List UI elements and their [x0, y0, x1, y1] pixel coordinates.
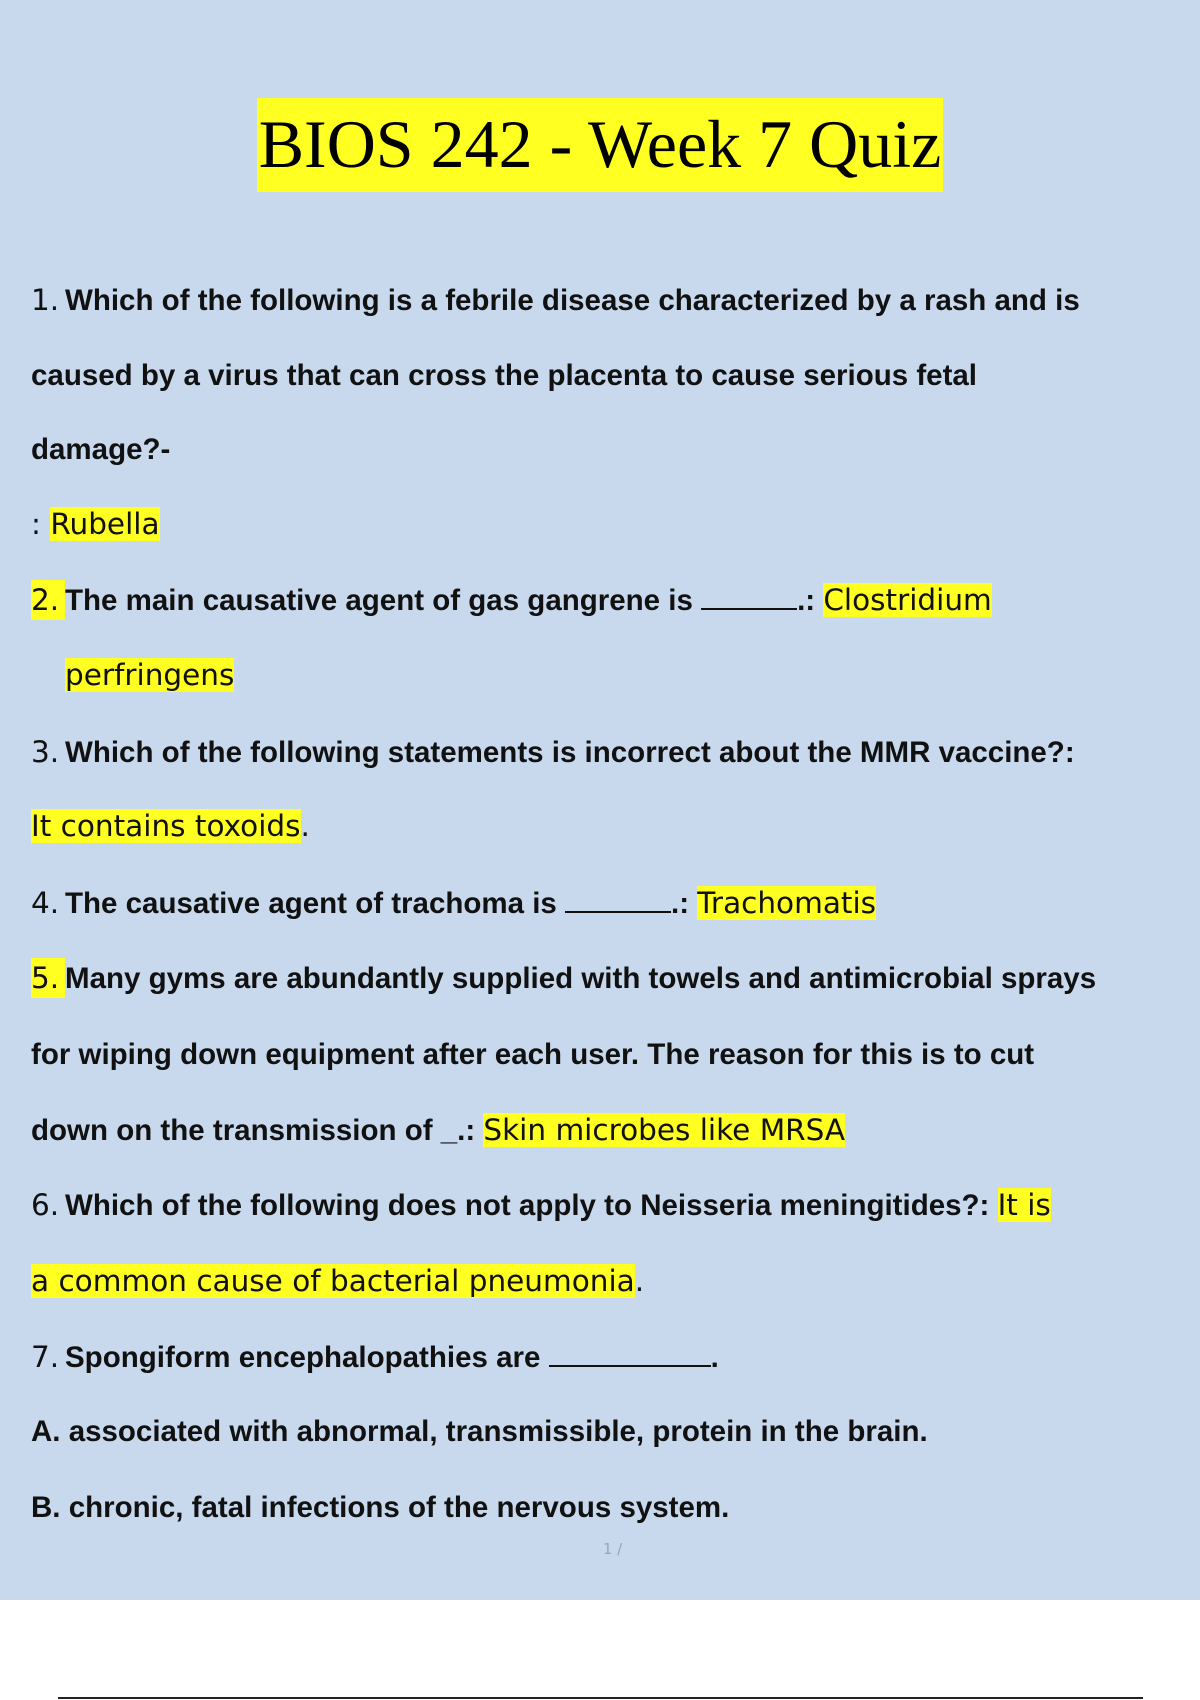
- question-7-option-a: [31, 1412, 1192, 1452]
- question-2-after-blank: .:: [797, 584, 824, 617]
- bottom-divider: [58, 1697, 1143, 1699]
- question-6-answer-part-1: It is: [997, 1188, 1051, 1222]
- question-1-answer: Rubella: [50, 507, 160, 541]
- question-1-line-3: [31, 430, 1192, 470]
- question-7-blank: [549, 1339, 711, 1367]
- question-1-line-2: [31, 356, 1192, 396]
- question-5-text-line-3: down on the transmission of _.:: [31, 1114, 484, 1147]
- question-3-answer: It contains toxoids: [31, 809, 301, 843]
- question-7-text: Spongiform encephalopathies are: [65, 1341, 549, 1374]
- question-2-blank: [701, 582, 797, 610]
- question-6-answer-period: .: [634, 1264, 645, 1298]
- question-2-answer-part-2: perfringens: [65, 658, 235, 692]
- question-7-option-b: [31, 1488, 1192, 1528]
- question-5-text-line-2: for wiping down equipment after each user. The reason for this is to cut: [31, 1038, 1035, 1071]
- question-5-line-3: [31, 1110, 1192, 1151]
- question-4-number: 4.: [31, 886, 60, 920]
- question-7-option-a-text: A. associated with abnormal, transmissible, protein in the brain.: [31, 1415, 928, 1448]
- question-7-number: 7.: [31, 1340, 60, 1374]
- question-3-answer-line: [31, 806, 1192, 847]
- document-title-text: BIOS 242 - Week 7 Quiz: [257, 98, 944, 192]
- question-1-line-1: [31, 280, 1192, 321]
- question-2-line-1: [31, 580, 1192, 621]
- question-2-text: The main causative agent of gas gangrene is: [65, 584, 702, 617]
- question-6-line-1: [31, 1185, 1192, 1226]
- document-title: [0, 106, 1200, 182]
- question-6-number: 6.: [31, 1188, 60, 1222]
- question-5-line-2: [31, 1035, 1192, 1075]
- question-3-answer-period: .: [300, 809, 310, 843]
- question-4-blank: [565, 885, 671, 913]
- question-5-line-1: [31, 958, 1192, 999]
- question-4-answer: Trachomatis: [697, 886, 877, 920]
- question-4-line-1: [31, 883, 1192, 924]
- question-2-number: 2.: [31, 580, 65, 620]
- question-2-answer-part-1: Clostridium: [823, 583, 992, 617]
- question-4-after-blank: .:: [671, 887, 698, 920]
- question-5-number: 5.: [31, 958, 65, 998]
- question-1-answer-prefix: :: [31, 507, 51, 541]
- question-1-text-line-3: damage?-: [31, 433, 171, 466]
- question-5-answer: Skin microbes like MRSA: [483, 1113, 846, 1147]
- question-4-text: The causative agent of trachoma is: [65, 887, 566, 920]
- page-number: 1 /: [602, 1540, 623, 1558]
- question-6-text: Which of the following does not apply to Neisseria meningitides?:: [65, 1189, 998, 1222]
- question-2-line-2: [65, 655, 1192, 696]
- question-7-option-b-text: B. chronic, fatal infections of the nervous system.: [31, 1491, 730, 1524]
- question-1-text-line-1: Which of the following is a febrile disease characterized by a rash and is: [65, 284, 1080, 317]
- question-6-line-2: [31, 1261, 1192, 1302]
- question-5-text-line-1: Many gyms are abundantly supplied with towels and antimicrobial sprays: [65, 962, 1097, 995]
- question-3-number: 3.: [31, 735, 60, 769]
- question-1-text-line-2: caused by a virus that can cross the placenta to cause serious fetal: [31, 359, 978, 392]
- question-6-answer-part-2: a common cause of bacterial pneumonia: [31, 1264, 635, 1298]
- question-3-text: Which of the following statements is incorrect about the MMR vaccine?:: [65, 736, 1075, 769]
- question-3-line-1: [31, 732, 1192, 773]
- question-7-after-blank: .: [710, 1341, 719, 1374]
- question-7-line-1: [31, 1337, 1192, 1378]
- question-1-number: 1.: [31, 283, 60, 317]
- question-1-answer-line: [31, 504, 1192, 545]
